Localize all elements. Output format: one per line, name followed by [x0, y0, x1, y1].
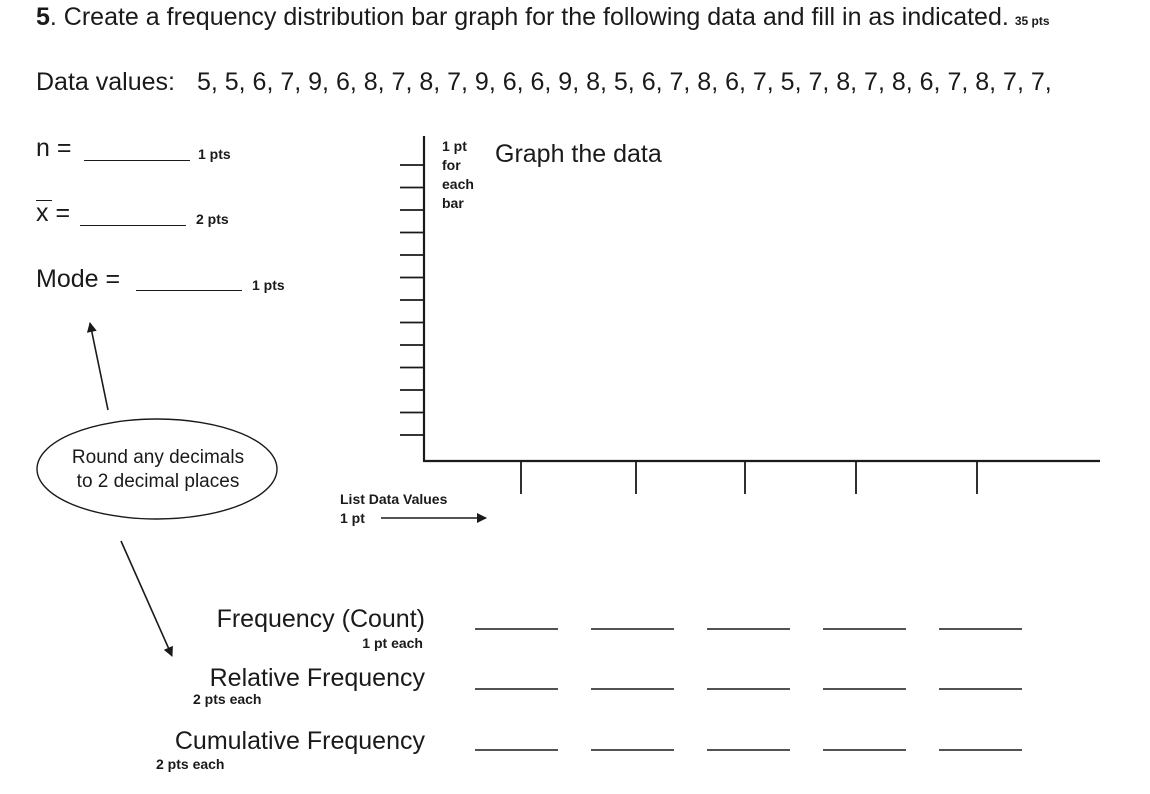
- question-text: . Create a frequency distribution bar graph for the following data and fill in as indicated.: [49, 3, 1009, 31]
- cumulative-frequency-label: Cumulative Frequency: [174, 727, 425, 755]
- bar-points-line-2: for: [442, 157, 461, 173]
- bar-points-line-4: bar: [442, 195, 464, 211]
- x-axis-label: List Data Values: [340, 491, 448, 507]
- frequency-label: Frequency (Count): [216, 605, 425, 633]
- n-label: n =: [36, 134, 72, 162]
- rounding-note-line-1: Round any decimals: [71, 447, 245, 468]
- mean-label: x =: [36, 199, 71, 227]
- x-axis-points: 1 pt: [340, 510, 365, 526]
- data-values-label: Data values:: [36, 68, 175, 96]
- rounding-note-ellipse: [37, 419, 277, 519]
- relative-frequency-points: 2 pts each: [193, 691, 262, 707]
- n-points: 1 pts: [198, 146, 231, 162]
- y-axis-ticks: [400, 165, 424, 435]
- bar-points-line-3: each: [442, 176, 474, 192]
- x-axis-ticks: [521, 461, 977, 494]
- question-number: 5: [36, 3, 50, 31]
- frequency-points: 1 pt each: [362, 635, 423, 651]
- relative-frequency-label: Relative Frequency: [209, 664, 425, 692]
- data-values-list: 5, 5, 6, 7, 9, 6, 8, 7, 8, 7, 9, 6, 6, 9, 8, 5, 6, 7, 8, 6, 7, 5, 7, 8, 7, 8, 6, 7, 8, 7, 7,: [196, 68, 1052, 96]
- mean-points: 2 pts: [196, 211, 229, 227]
- cumulative-frequency-points: 2 pts each: [156, 756, 225, 772]
- question-points: 35 pts: [1014, 14, 1050, 28]
- graph-title: Graph the data: [495, 140, 662, 168]
- mode-points: 1 pts: [252, 277, 285, 293]
- bar-points-line-1: 1 pt: [442, 138, 467, 154]
- rounding-note-line-2: to 2 decimal places: [76, 471, 240, 492]
- note-arrow-down: [121, 541, 172, 656]
- table-blanks: [475, 629, 1022, 750]
- mode-label: Mode =: [36, 265, 121, 293]
- note-arrow-up: [90, 323, 108, 410]
